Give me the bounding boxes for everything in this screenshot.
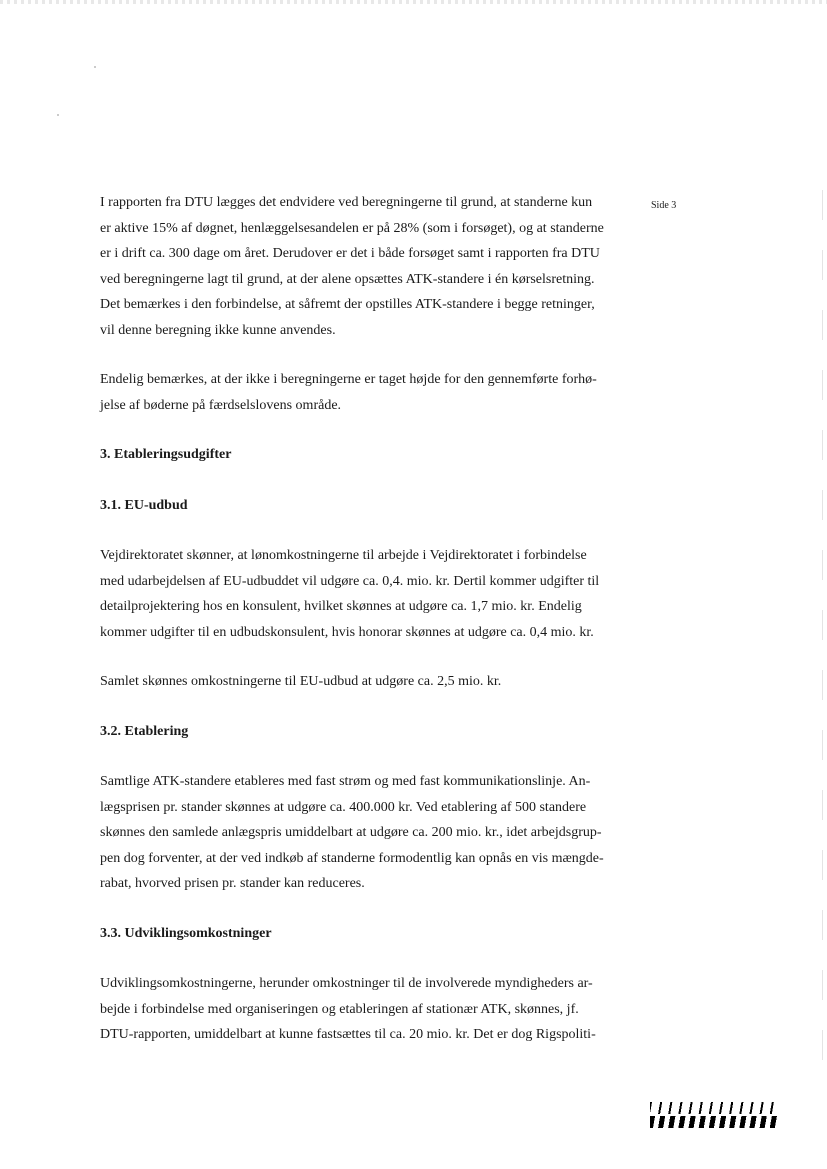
text-line: Udviklingsomkostningerne, herunder omkostninger til de involverede myndigheders ar- xyxy=(100,976,593,991)
section-heading-3-2: 3.2. Etablering xyxy=(100,723,189,739)
text-line: rabat, hvorved prisen pr. stander kan reduceres. xyxy=(100,876,365,891)
text-line: vil denne beregning ikke kunne anvendes. xyxy=(100,322,336,338)
scan-edge-top xyxy=(0,0,827,4)
text-line: detailprojektering hos en konsulent, hvilket skønnes at udgøre ca. 1,7 mio. kr. Endelig xyxy=(100,599,582,614)
paragraph-fines-note xyxy=(100,367,630,418)
section-heading-3: 3. Etableringsudgifter xyxy=(100,447,232,462)
text-line: er i drift ca. 300 dage om året. Derudover er det i både forsøget samt i rapporten fra DTU xyxy=(100,246,600,261)
text-line: Samlet skønnes omkostningerne til EU-udbud at udgøre ca. 2,5 mio. kr. xyxy=(100,674,502,689)
text-line: Det bemærkes i den forbindelse, at såfremt der opstilles ATK-standere i begge retninger, xyxy=(100,297,595,312)
section-heading-3-3: 3.3. Udviklingsomkostninger xyxy=(100,925,272,941)
scan-edge-right xyxy=(822,190,823,1090)
text-line: Endelig bemærkes, at der ikke i beregningerne er taget højde for den gennemførte forhø- xyxy=(100,372,597,387)
text-line: er aktive 15% af døgnet, henlæggelsesandelen er på 28% (som i forsøget), og at standerne xyxy=(100,220,604,236)
page-number: Side 3 xyxy=(651,200,677,211)
text-line: I rapporten fra DTU lægges det endvidere ved beregningerne til grund, at standerne kun xyxy=(100,195,593,210)
text-line: bejde i forbindelse med organiseringen og etableringen af stationær ATK, skønnes, jf. xyxy=(100,1001,579,1017)
text-line: ved beregningerne lagt til grund, at der alene opsættes ATK-standere i én kørselsretning. xyxy=(100,271,595,287)
text-line: pen dog forventer, at der ved indkøb af standerne formodentlig kan opnås en vis mængde- xyxy=(100,850,604,866)
text-line: jelse af bøderne på færdselslovens område. xyxy=(100,397,342,413)
scan-speck xyxy=(94,66,96,68)
paragraph-eu-tender-total xyxy=(100,669,630,695)
text-line: kommer udgifter til en udbudskonsulent, hvis honorar skønnes at udgøre ca. 0,4 mio. kr. xyxy=(100,624,594,640)
paragraph-eu-tender-costs xyxy=(100,543,630,645)
text-line: skønnes den samlede anlægspris umiddelbart at udgøre ca. 200 mio. kr., idet arbejdsgrup- xyxy=(100,825,602,840)
paragraph-establishment xyxy=(100,769,630,897)
text-line: Samtlige ATK-standere etableres med fast strøm og med fast kommunikationslinje. An- xyxy=(100,774,591,789)
text-line: DTU-rapporten, umiddelbart at kunne fastsættes til ca. 20 mio. kr. Det er dog Rigspoliti- xyxy=(100,1027,596,1042)
scan-speck xyxy=(57,114,59,116)
text-line: lægsprisen pr. stander skønnes at udgøre ca. 400.000 kr. Ved etablering af 500 standere xyxy=(100,799,587,815)
section-heading-3-1: 3.1. EU-udbud xyxy=(100,497,188,513)
text-line: Vejdirektoratet skønner, at lønomkostningerne til arbejde i Vejdirektoratet i forbindelse xyxy=(100,548,587,563)
barcode-mark xyxy=(650,1102,780,1130)
paragraph-atk-assumptions xyxy=(100,190,630,343)
text-line: med udarbejdelsen af EU-udbuddet vil udgøre ca. 0,4. mio. kr. Dertil kommer udgifter til xyxy=(100,573,600,589)
document-body xyxy=(100,190,630,1048)
paragraph-development-costs xyxy=(100,971,630,1048)
